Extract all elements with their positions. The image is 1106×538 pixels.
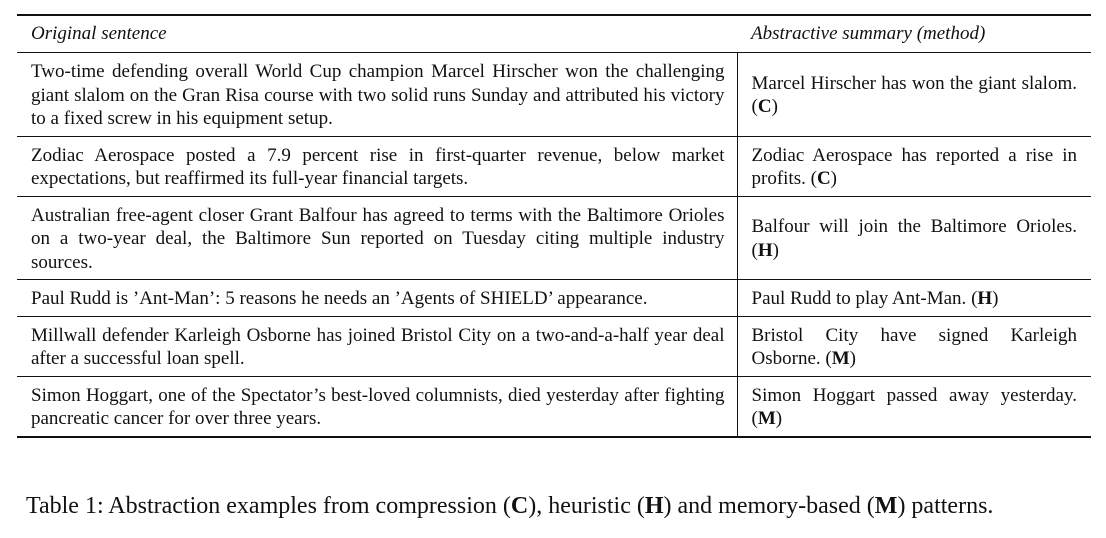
original-sentence-cell: Paul Rudd is ’Ant-Man’: 5 reasons he needs an ’Agents of SHIELD’ appearance.	[17, 280, 737, 317]
abstraction-examples-table	[17, 14, 1091, 438]
method-tag: H	[757, 239, 773, 261]
caption-compression-tag: C	[510, 493, 529, 519]
summary-cell: Simon Hoggart passed away yesterday. (M)	[751, 384, 1077, 429]
method-tag: C	[757, 96, 772, 118]
caption-memory-tag: M	[874, 493, 898, 519]
table-row	[17, 136, 1091, 196]
original-sentence-cell: Millwall defender Karleigh Osborne has joined Bristol City on a two-and-a-half year deal after a successful loan spell.	[17, 316, 737, 376]
header-row	[17, 15, 1091, 53]
method-tag: H	[977, 288, 993, 309]
summary-cell: Bristol City have signed Karleigh Osborne. (M)	[751, 324, 1077, 369]
examples-table-container	[17, 14, 1091, 438]
header-abstractive-summary: Abstractive summary (method)	[751, 23, 986, 45]
caption-mid-2: ) and memory-based (	[663, 493, 875, 519]
table-row	[17, 53, 1091, 137]
header-original-sentence: Original sentence	[31, 23, 167, 45]
original-sentence-cell: Australian free-agent closer Grant Balfour has agreed to terms with the Baltimore Orioles on a two-year deal, the Baltimore Sun reported on Tuesday citing multiple industry sources.	[17, 196, 737, 280]
caption-suffix: ) patterns.	[897, 493, 994, 519]
summary-text: Balfour will join the Baltimore Orioles.	[751, 216, 1077, 238]
summary-cell: Zodiac Aerospace has reported a rise in profits. (C)	[751, 144, 1077, 189]
summary-cell: Paul Rudd to play Ant-Man. (H)	[751, 288, 999, 309]
table-row	[17, 280, 1091, 317]
summary-text: Paul Rudd to play Ant-Man.	[751, 288, 967, 309]
caption-heuristic-tag: H	[644, 493, 664, 519]
table-row	[17, 196, 1091, 280]
original-sentence-cell: Simon Hoggart, one of the Spectator’s best-loved columnists, died yesterday after fighting pancreatic cancer for over three years.	[17, 376, 737, 437]
method-tag: M	[757, 408, 776, 429]
method-tag: C	[816, 168, 831, 189]
table-body	[17, 53, 1091, 437]
summary-cell: Marcel Hirscher has won the giant slalom. (C)	[751, 72, 1077, 118]
summary-cell: Balfour will join the Baltimore Orioles. (H)	[751, 216, 1077, 261]
summary-text: Bristol City have signed Karleigh Osborne.	[751, 324, 1077, 369]
table-caption	[26, 490, 1096, 522]
caption-prefix: Table 1: Abstraction examples from compression (	[26, 493, 511, 519]
summary-text: Simon Hoggart passed away yesterday.	[751, 384, 1077, 406]
original-sentence-cell: Two-time defending overall World Cup champion Marcel Hirscher won the challenging giant slalom on the Gran Risa course with two solid runs Sunday and attributed his victory to a fixed screw in his equipment setup.	[17, 53, 737, 137]
table-row	[17, 316, 1091, 376]
table-row	[17, 376, 1091, 437]
summary-text: Marcel Hirscher has won the giant slalom.	[751, 72, 1077, 94]
caption-mid-1: ), heuristic (	[528, 493, 645, 519]
original-sentence-cell: Zodiac Aerospace posted a 7.9 percent rise in first-quarter revenue, below market expectations, but reaffirmed its full-year financial targets.	[17, 136, 737, 196]
summary-text: Zodiac Aerospace has reported a rise in profits.	[751, 144, 1077, 189]
method-tag: M	[831, 348, 850, 369]
table-header	[17, 15, 1091, 53]
